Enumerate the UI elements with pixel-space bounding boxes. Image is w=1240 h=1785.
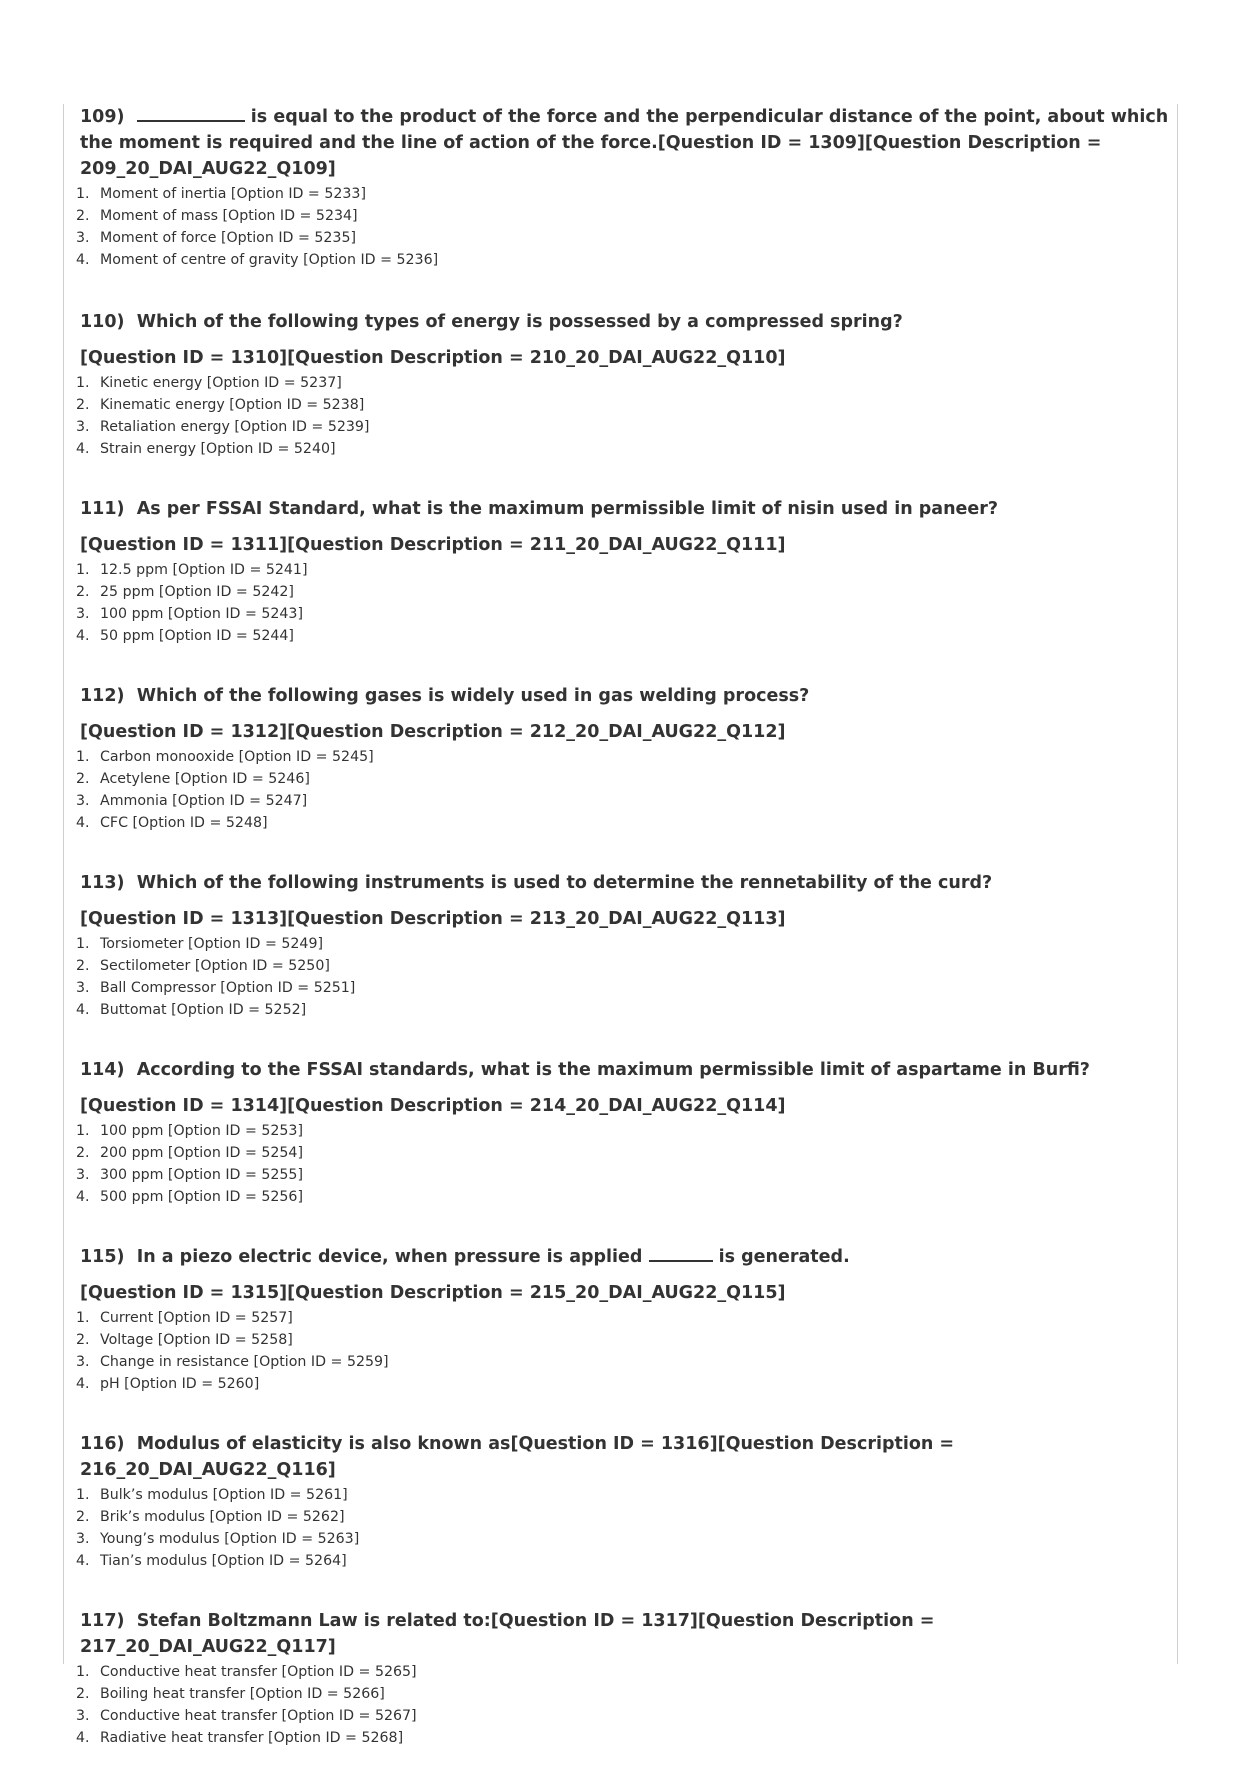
option-list: [76, 1120, 1170, 1208]
option-text: 25 ppm [Option ID = 5242]: [100, 584, 294, 600]
option-item: [76, 1186, 1170, 1208]
option-item: [76, 1329, 1170, 1351]
question-number: 116): [80, 1434, 125, 1454]
option-number: 2.: [76, 208, 90, 224]
option-number: 4.: [76, 1730, 90, 1746]
option-text: Ball Compressor [Option ID = 5251]: [100, 980, 356, 996]
question-number: 112): [80, 686, 125, 706]
option-text: Young’s modulus [Option ID = 5263]: [100, 1531, 360, 1547]
option-text: 12.5 ppm [Option ID = 5241]: [100, 562, 308, 578]
option-item: [76, 1727, 1170, 1749]
option-text: Tian’s modulus [Option ID = 5264]: [100, 1553, 347, 1569]
option-item: [76, 790, 1170, 812]
question-text-before-blank: In a piezo electric device, when pressure is applied: [136, 1247, 649, 1267]
option-number: 3.: [76, 1531, 90, 1547]
option-item: [76, 1705, 1170, 1727]
option-text: Bulk’s modulus [Option ID = 5261]: [100, 1487, 348, 1503]
option-text: Moment of mass [Option ID = 5234]: [100, 208, 358, 224]
option-item: [76, 1142, 1170, 1164]
question-text: [80, 683, 1170, 709]
option-number: 2.: [76, 397, 90, 413]
question-number: 115): [80, 1247, 125, 1267]
option-number: 3.: [76, 793, 90, 809]
question-text: [80, 870, 1170, 896]
option-text: Buttomat [Option ID = 5252]: [100, 1002, 307, 1018]
option-number: 2.: [76, 1145, 90, 1161]
option-list: [76, 1307, 1170, 1395]
option-item: [76, 1550, 1170, 1572]
option-list: [76, 559, 1170, 647]
question-id-line: [Question ID = 1313][Question Description = 213_20_DAI_AUG22_Q113]: [80, 909, 786, 929]
option-number: 2.: [76, 1509, 90, 1525]
option-number: 4.: [76, 628, 90, 644]
option-item: [76, 416, 1170, 438]
question-id-line: [Question ID = 1311][Question Description = 211_20_DAI_AUG22_Q111]: [80, 535, 786, 555]
question-id-line: [Question ID = 1315][Question Description = 215_20_DAI_AUG22_Q115]: [80, 1283, 786, 1303]
option-number: 1.: [76, 375, 90, 391]
option-number: 3.: [76, 419, 90, 435]
right-border-rule: [1177, 104, 1178, 1664]
option-number: 4.: [76, 1553, 90, 1569]
question-number: 114): [80, 1060, 125, 1080]
option-item: [76, 372, 1170, 394]
question-text: [80, 1431, 1170, 1483]
option-number: 3.: [76, 1708, 90, 1724]
question-text: [80, 1244, 1170, 1270]
question-number: 110): [80, 312, 125, 332]
question-body: Which of the following instruments is used to determine the rennetability of the curd?: [136, 873, 993, 893]
question-114: [76, 1057, 1170, 1208]
question-text: [80, 1057, 1170, 1083]
option-item: [76, 933, 1170, 955]
option-text: Strain energy [Option ID = 5240]: [100, 441, 336, 457]
question-id-line: [Question ID = 1312][Question Description = 212_20_DAI_AUG22_Q112]: [80, 722, 786, 742]
option-text: Change in resistance [Option ID = 5259]: [100, 1354, 389, 1370]
option-item: [76, 1373, 1170, 1395]
option-item: [76, 1164, 1170, 1186]
option-text: CFC [Option ID = 5248]: [100, 815, 268, 831]
question-text: [80, 309, 1170, 335]
option-text: Carbon monooxide [Option ID = 5245]: [100, 749, 374, 765]
option-number: 4.: [76, 441, 90, 457]
option-item: [76, 955, 1170, 977]
option-text: Conductive heat transfer [Option ID = 5265]: [100, 1664, 417, 1680]
option-number: 3.: [76, 980, 90, 996]
option-text: Kinetic energy [Option ID = 5237]: [100, 375, 342, 391]
option-number: 1.: [76, 1487, 90, 1503]
option-item: [76, 746, 1170, 768]
option-item: [76, 625, 1170, 647]
option-number: 4.: [76, 1002, 90, 1018]
option-item: [76, 1307, 1170, 1329]
question-body: As per FSSAI Standard, what is the maximum permissible limit of nisin used in paneer?: [136, 499, 999, 519]
option-number: 2.: [76, 958, 90, 974]
option-number: 2.: [76, 1686, 90, 1702]
option-item: [76, 999, 1170, 1021]
option-item: [76, 438, 1170, 460]
question-text-after-blank: is generated.: [712, 1247, 850, 1267]
option-number: 4.: [76, 815, 90, 831]
question-text: [80, 1608, 1170, 1660]
question-111: [76, 496, 1170, 647]
answer-blank: [137, 104, 245, 122]
option-number: 4.: [76, 1189, 90, 1205]
option-text: Current [Option ID = 5257]: [100, 1310, 293, 1326]
option-item: [76, 1351, 1170, 1373]
question-113: [76, 870, 1170, 1021]
question-text: [80, 496, 1170, 522]
option-number: 1.: [76, 749, 90, 765]
question-110: [76, 309, 1170, 460]
option-number: 3.: [76, 606, 90, 622]
question-text: [80, 104, 1170, 182]
question-body: Stefan Boltzmann Law is related to:[Question ID = 1317][Question Description = 217_20_DAI_AUG22_Q117]: [80, 1611, 935, 1657]
question-id-line: [Question ID = 1314][Question Description = 214_20_DAI_AUG22_Q114]: [80, 1096, 786, 1116]
option-text: Conductive heat transfer [Option ID = 5267]: [100, 1708, 417, 1724]
option-number: 3.: [76, 1354, 90, 1370]
option-item: [76, 394, 1170, 416]
option-text: Brik’s modulus [Option ID = 5262]: [100, 1509, 345, 1525]
option-item: [76, 227, 1170, 249]
option-number: 2.: [76, 1332, 90, 1348]
question-117: [76, 1608, 1170, 1749]
question-number: 111): [80, 499, 125, 519]
option-number: 1.: [76, 1123, 90, 1139]
option-list: [76, 933, 1170, 1021]
question-number: 117): [80, 1611, 125, 1631]
option-number: 1.: [76, 1664, 90, 1680]
option-text: Kinematic energy [Option ID = 5238]: [100, 397, 365, 413]
option-number: 4.: [76, 252, 90, 268]
question-id-line: [Question ID = 1310][Question Description = 210_20_DAI_AUG22_Q110]: [80, 348, 786, 368]
option-text: 100 ppm [Option ID = 5253]: [100, 1123, 303, 1139]
option-item: [76, 559, 1170, 581]
option-number: 3.: [76, 1167, 90, 1183]
option-text: Sectilometer [Option ID = 5250]: [100, 958, 330, 974]
option-number: 1.: [76, 186, 90, 202]
question-112: [76, 683, 1170, 834]
option-item: [76, 1506, 1170, 1528]
option-text: Ammonia [Option ID = 5247]: [100, 793, 308, 809]
option-item: [76, 205, 1170, 227]
option-number: 1.: [76, 562, 90, 578]
option-list: [76, 372, 1170, 460]
option-list: [76, 1484, 1170, 1572]
option-text: 100 ppm [Option ID = 5243]: [100, 606, 303, 622]
option-text: Moment of force [Option ID = 5235]: [100, 230, 357, 246]
option-item: [76, 812, 1170, 834]
option-text: Moment of inertia [Option ID = 5233]: [100, 186, 366, 202]
option-list: [76, 1661, 1170, 1749]
option-number: 3.: [76, 230, 90, 246]
option-text: 500 ppm [Option ID = 5256]: [100, 1189, 303, 1205]
option-item: [76, 1120, 1170, 1142]
question-list: [76, 104, 1170, 1785]
option-text: 50 ppm [Option ID = 5244]: [100, 628, 294, 644]
option-text: Retaliation energy [Option ID = 5239]: [100, 419, 370, 435]
option-text: Acetylene [Option ID = 5246]: [100, 771, 310, 787]
question-body: According to the FSSAI standards, what is the maximum permissible limit of aspartame in Burfi?: [136, 1060, 1090, 1080]
question-116: [76, 1431, 1170, 1572]
question-109: [76, 104, 1170, 271]
question-number: 109): [80, 107, 125, 127]
option-item: [76, 1683, 1170, 1705]
option-number: 2.: [76, 771, 90, 787]
question-number: 113): [80, 873, 125, 893]
question-body: Which of the following gases is widely used in gas welding process?: [136, 686, 810, 706]
option-item: [76, 581, 1170, 603]
option-item: [76, 1528, 1170, 1550]
option-text: pH [Option ID = 5260]: [100, 1376, 260, 1392]
option-text: Radiative heat transfer [Option ID = 5268]: [100, 1730, 404, 1746]
option-text: Torsiometer [Option ID = 5249]: [100, 936, 324, 952]
option-item: [76, 977, 1170, 999]
question-text-after-blank: is equal to the product of the force and the perpendicular distance of the point, about which the moment is required and the line of action of the force.[Question ID = 1309][Question Description = 209_20_DAI_AUG22_Q109]: [80, 107, 1169, 179]
left-border-rule: [63, 104, 64, 1664]
answer-blank: [649, 1244, 713, 1262]
option-item: [76, 1661, 1170, 1683]
option-item: [76, 249, 1170, 271]
option-text: Moment of centre of gravity [Option ID = 5236]: [100, 252, 439, 268]
option-number: 1.: [76, 936, 90, 952]
option-list: [76, 183, 1170, 271]
option-item: [76, 768, 1170, 790]
option-item: [76, 1484, 1170, 1506]
option-item: [76, 603, 1170, 625]
option-text: Boiling heat transfer [Option ID = 5266]: [100, 1686, 385, 1702]
option-item: [76, 183, 1170, 205]
question-body: Modulus of elasticity is also known as[Question ID = 1316][Question Description = 216_20_DAI_AUG22_Q116]: [80, 1434, 955, 1480]
option-number: 2.: [76, 584, 90, 600]
question-body: Which of the following types of energy is possessed by a compressed spring?: [136, 312, 903, 332]
option-number: 1.: [76, 1310, 90, 1326]
option-text: 300 ppm [Option ID = 5255]: [100, 1167, 303, 1183]
option-list: [76, 746, 1170, 834]
question-115: [76, 1244, 1170, 1395]
option-number: 4.: [76, 1376, 90, 1392]
option-text: 200 ppm [Option ID = 5254]: [100, 1145, 303, 1161]
option-text: Voltage [Option ID = 5258]: [100, 1332, 293, 1348]
